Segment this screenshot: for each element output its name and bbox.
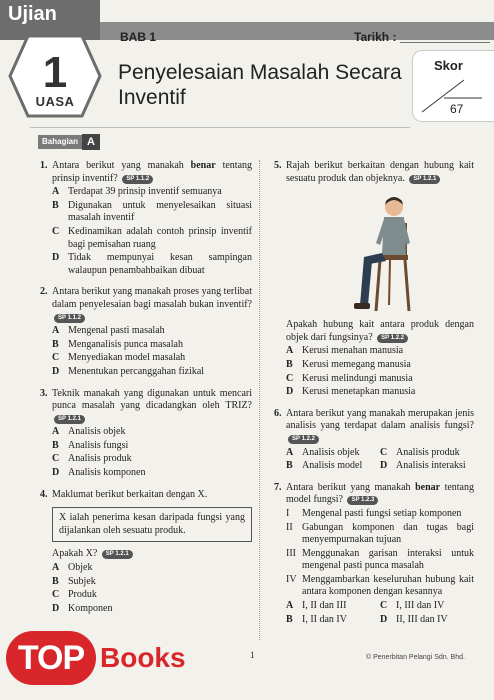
option[interactable] [52,226,252,251]
option-text: Analisis produk [68,453,132,465]
statement-text: Menggunakan garisan interaksi untuk mengenal pasti punca masalah [302,547,474,572]
info-box: X ialah penerima kesan daripada fungsi yang dijalankan oleh sesuatu produk. [52,507,252,542]
page-title: Penyelesaian Masalah Secara Inventif [118,61,402,109]
question-text-part: Apakah hubung kait antara produk dengan objek dari fungsinya? [286,319,474,343]
option-text: Terdapat 39 prinsip inventif semuanya [68,186,222,198]
publisher-credit: © Penerbitan Pelangi Sdn. Bhd. [366,654,465,661]
option-letter: B [286,358,293,370]
section-tag [38,134,100,150]
option-letter: B [52,199,59,211]
option-text: Menganalisis punca masalah [68,338,183,350]
question-2 [34,286,252,378]
option-text: Analisis fungsi [68,439,129,451]
question-text-part: tentang prinsip inventif? [52,160,253,184]
sp-badge: SP 1.1.2 [54,314,85,323]
question-5 [268,160,474,399]
option-letter: C [52,589,60,601]
question-3 [34,388,252,480]
question-number: 3. [40,387,48,399]
statement [286,522,474,547]
option-text: Analisis produk [396,446,460,458]
option[interactable] [52,252,252,277]
option[interactable] [52,440,252,453]
page-number: 1 [250,650,255,660]
person-on-chair-illustration [286,193,492,315]
option-text: Mengenal pasti masalah [68,325,165,337]
seated-person-figure [286,193,474,315]
option-letter: C [52,453,60,465]
option-letter: A [286,345,294,357]
statement [286,508,474,521]
option-letter: A [286,446,294,458]
option-letter: B [286,613,293,625]
question-number: 7. [274,481,282,493]
question-text [286,482,474,507]
option-text: Kedinamikan adalah contoh prinsip inventif bagi pemisahan ruang [68,225,252,250]
question-text-part: Antara berikut yang manakah merupakan jenis analisis yang terdapat dalam analisis fungsi? [286,407,474,432]
option[interactable] [52,200,252,225]
left-column [34,160,252,624]
option-text: Tidak mempunyai kesan sampingan walaupun penambahbaikan dibuat [68,252,252,276]
option[interactable] [52,352,252,365]
option[interactable] [52,339,252,352]
option-text: Digunakan untuk menyelesaikan situasi masalah inventif [68,199,252,224]
option-letter: B [286,460,293,472]
question-number: 6. [274,407,282,419]
statement-numeral: IV [286,573,297,585]
question-6 [268,408,474,473]
topbooks-watermark [6,630,186,686]
question-text-part: Antara berikut yang manakah proses yang terlibat dalam penyelesaian bagi masalah bukan inventif? [52,286,252,310]
option-text: II, III dan IV [396,613,448,625]
option-letter: C [52,352,60,364]
option-text: Menyediakan model masalah [68,352,186,364]
option[interactable] [286,447,380,460]
statement-numeral: I [286,507,290,519]
question-text [52,388,252,426]
question-text [286,160,474,185]
option-text: I, III dan IV [396,600,445,612]
option-text: Analisis objek [68,426,126,438]
watermark-books: Books [100,642,186,673]
statement-text: Menggambarkan keseluruhan hubung kait antara komponen dengan kesannya [302,573,474,598]
question-1 [34,160,252,277]
statement-text: Gabungan komponen dan tugas bagi menyempurnakan tujuan [302,521,474,546]
option[interactable] [52,426,252,439]
question-number: 5. [274,160,282,171]
option-row [286,460,474,473]
question-4 [34,489,252,616]
option[interactable] [380,460,474,473]
question-emphasis: benar [415,481,441,493]
option[interactable] [380,614,474,627]
option-text: Kerusi menetapkan manusia [302,386,416,398]
question-text [52,286,252,324]
option[interactable] [52,562,252,575]
badge-subtitle: UASA [35,94,75,109]
column-divider [259,160,260,640]
option-letter: A [52,186,60,198]
statement-numeral: III [286,547,296,559]
question-prompt [52,548,252,561]
option-text: Komponen [68,602,113,614]
option-text: Kerusi melindungi manusia [302,372,413,384]
exam-label: Ujian [8,3,57,25]
header-rule [30,127,410,128]
option-letter: B [52,575,59,587]
question-emphasis: benar [190,160,216,171]
question-number: 4. [40,488,48,500]
option[interactable] [52,325,252,338]
option-text: Analisis interaksi [396,460,466,472]
option-text: Analisis komponen [68,467,146,479]
sp-badge: SP 1.2.1 [409,175,440,184]
question-number: 2. [40,286,48,298]
question-text: Maklumat berikut berkaitan dengan X. [52,488,208,500]
option-text: Analisis objek [302,446,360,458]
option[interactable] [286,359,474,372]
option[interactable] [52,453,252,466]
option-letter: A [286,600,294,612]
sp-badge: SP 1.2.1 [54,415,85,424]
statement-text: Mengenal pasti fungsi setiap komponen [302,507,462,519]
header-light-band [100,22,494,40]
option-text: I, II dan IV [302,613,347,625]
option-row [286,447,474,460]
option-letter: A [52,426,60,438]
statement-numeral: II [286,521,293,533]
option-text: Analisis model [302,460,363,472]
option-letter: C [380,446,388,458]
section-letter: A [82,134,100,150]
chapter-label: BAB 1 [120,30,157,44]
option-letter: D [286,386,294,398]
question-text-part: Teknik manakah yang digunakan untuk mencari punca masalah yang dicadangkan oleh TRIZ? [52,387,252,412]
option-letter: D [52,252,60,264]
option[interactable] [52,467,252,480]
score-label: Skor [434,58,463,73]
sp-badge: SP 1.2.1 [102,550,133,559]
question-text-part: Antara berikut yang manakah [52,160,184,171]
option-letter: C [52,225,60,237]
question-number: 1. [40,160,48,171]
option[interactable] [52,589,252,602]
option-letter: A [52,562,60,574]
option-letter: D [52,467,60,479]
statement [286,574,474,599]
sp-badge: SP 1.2.2 [288,435,319,444]
question-7 [268,482,474,627]
date-label: Tarikh : [354,30,397,44]
option[interactable] [52,576,252,589]
option-text: Kerusi memegang manusia [302,358,411,370]
option-text: I, II dan III [302,600,347,612]
question-text-part: tentang model fungsi? [286,481,474,506]
option[interactable] [380,600,474,613]
option-letter: B [52,439,59,451]
sp-badge: SP 1.1.2 [122,175,153,184]
right-column [268,160,474,635]
question-text-part: Apakah X? [52,548,98,560]
sp-badge: SP 1.2.3 [347,496,378,505]
option[interactable] [380,447,474,460]
question-text-part: Rajah berikut berkaitan dengan hubung kait sesuatu produk dan objeknya. [286,160,474,184]
statement [286,548,474,573]
question-prompt [286,319,474,344]
option-text: Subjek [68,575,96,587]
option[interactable] [286,373,474,386]
option-letter: D [380,460,388,472]
option[interactable] [286,386,474,399]
section-label: Bahagian [38,135,82,149]
date-line [400,42,490,43]
option-letter: A [52,325,60,337]
option-letter: D [380,613,388,625]
option[interactable] [286,460,380,473]
option[interactable] [52,366,252,379]
sp-badge: SP 1.2.2 [377,334,408,343]
option-text: Produk [68,589,97,601]
score-total: 67 [450,102,464,116]
option[interactable] [52,603,252,616]
badge-number: 1 [42,48,68,97]
option-letter: C [286,372,294,384]
question-text [286,408,474,446]
option[interactable] [286,600,380,613]
option-text: Objek [68,562,93,574]
option-letter: B [52,338,59,350]
option-letter: D [52,365,60,377]
option-text: Menentukan percanggahan fizikal [68,365,205,377]
option-text: Kerusi menahan manusia [302,345,404,357]
option-row [286,600,474,613]
option[interactable] [286,614,380,627]
option-row [286,614,474,627]
option-letter: D [52,602,60,614]
watermark-top: TOP [6,631,96,685]
question-text [52,160,252,185]
option[interactable] [52,186,252,199]
option[interactable] [286,345,474,358]
question-text-part: Antara berikut yang manakah [286,481,411,493]
option-letter: C [380,600,388,612]
